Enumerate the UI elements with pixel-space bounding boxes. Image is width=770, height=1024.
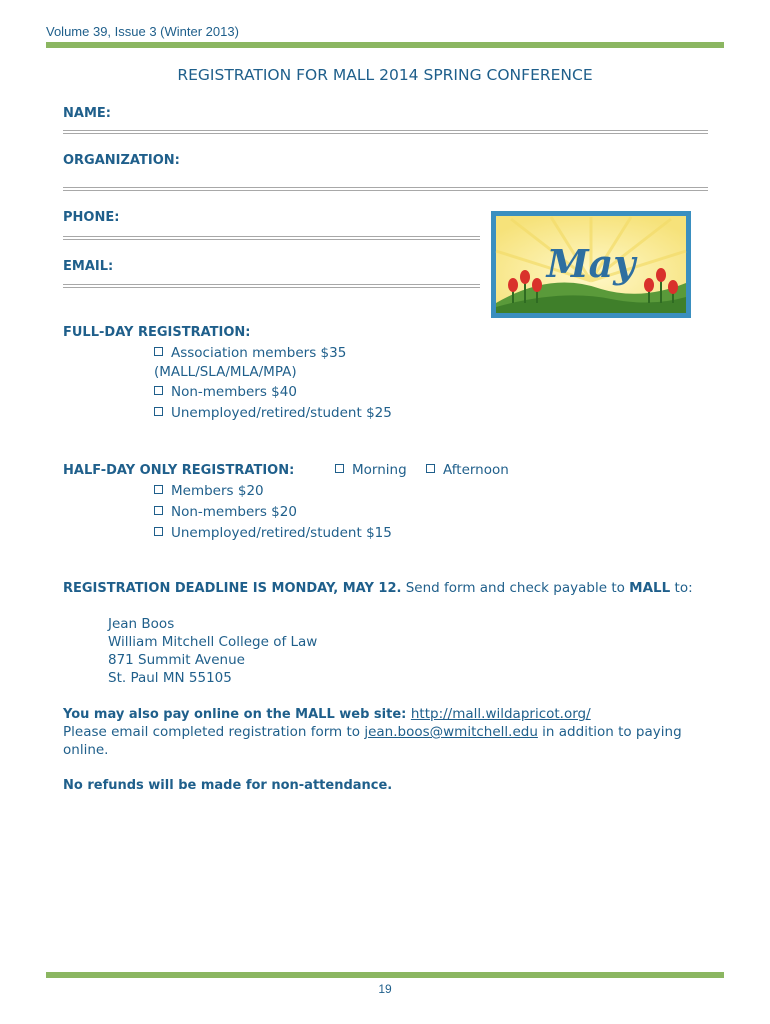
checkbox-icon[interactable]	[154, 386, 163, 395]
phone-field[interactable]	[63, 236, 480, 240]
may-illustration	[491, 211, 691, 318]
checkbox-icon[interactable]	[154, 485, 163, 494]
email-field[interactable]	[63, 284, 480, 288]
half-day-option-student[interactable]: Unemployed/retired/student $15	[154, 525, 392, 541]
page-number: 19	[378, 982, 392, 996]
refund-note: No refunds will be made for non-attendance.	[63, 778, 393, 793]
checkbox-icon[interactable]	[154, 527, 163, 536]
full-day-heading: FULL-DAY REGISTRATION:	[63, 325, 251, 340]
half-day-heading: HALF-DAY ONLY REGISTRATION:	[63, 463, 295, 478]
address-street: 871 Summit Avenue	[108, 652, 245, 668]
checkbox-icon[interactable]	[154, 506, 163, 515]
address-name: Jean Boos	[108, 616, 175, 632]
name-field[interactable]	[63, 130, 708, 134]
deadline-line: REGISTRATION DEADLINE IS MONDAY, MAY 12. Send form and check payable to MALL to:	[63, 580, 693, 596]
checkbox-icon[interactable]	[154, 407, 163, 416]
full-day-option-assoc[interactable]: Association members $35	[154, 345, 346, 361]
half-day-option-nonmember[interactable]: Non-members $20	[154, 504, 297, 520]
email-instruction-cont: online.	[63, 742, 109, 758]
phone-label: PHONE:	[63, 210, 120, 225]
checkbox-icon[interactable]	[426, 464, 435, 473]
footer-rule	[46, 972, 724, 978]
address-org: William Mitchell College of Law	[108, 634, 318, 650]
organization-label: ORGANIZATION:	[63, 153, 180, 168]
organization-field[interactable]	[63, 187, 708, 191]
email-link[interactable]: jean.boos@wmitchell.edu	[364, 724, 538, 740]
half-day-option-member[interactable]: Members $20	[154, 483, 264, 499]
may-artwork	[491, 211, 691, 318]
half-day-afternoon[interactable]: Afternoon	[426, 462, 509, 478]
assoc-note: (MALL/SLA/MLA/MPA)	[154, 364, 297, 380]
mall-website-link[interactable]: http://mall.wildapricot.org/	[410, 706, 591, 722]
email-label: EMAIL:	[63, 259, 114, 274]
checkbox-icon[interactable]	[154, 347, 163, 356]
header-rule	[46, 42, 724, 48]
full-day-option-nonmember[interactable]: Non-members $40	[154, 384, 297, 400]
may-word: May	[546, 241, 636, 286]
checkbox-icon[interactable]	[335, 464, 344, 473]
full-day-option-student[interactable]: Unemployed/retired/student $25	[154, 405, 392, 421]
half-day-morning[interactable]: Morning	[335, 462, 407, 478]
issue-header: Volume 39, Issue 3 (Winter 2013)	[46, 24, 239, 39]
page-title: REGISTRATION FOR MALL 2014 SPRING CONFERENCE	[177, 66, 593, 84]
name-label: NAME:	[63, 106, 111, 121]
address-city: St. Paul MN 55105	[108, 670, 232, 686]
online-line: You may also pay online on the MALL web site: http://mall.wildapricot.org/	[63, 706, 591, 722]
email-instruction: Please email completed registration form to jean.boos@wmitchell.edu in addition to paying	[63, 724, 682, 740]
